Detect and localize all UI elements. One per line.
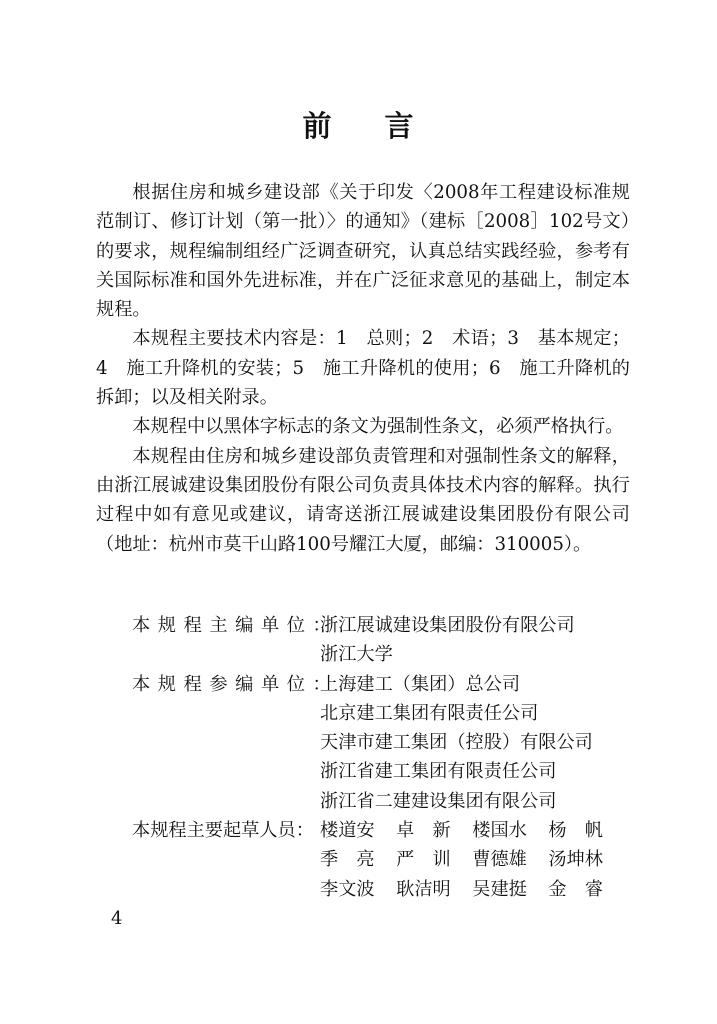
drafter-name: 汤坤林: [548, 849, 603, 871]
drafters-line: [320, 875, 603, 904]
chief-unit: 浙江大学: [320, 644, 393, 666]
title-char-right: 言: [384, 109, 415, 143]
drafters-line: [320, 816, 603, 845]
drafter-name: 楼道安: [320, 820, 375, 842]
drafter-name: 季 亮: [320, 849, 375, 871]
chief-units-values: [320, 611, 632, 670]
participating-unit: 浙江省二建建设集团有限公司: [320, 790, 557, 812]
chief-units-label: [132, 611, 339, 640]
drafters-line: [320, 845, 603, 874]
drafter-name: 曹德雄: [472, 849, 527, 871]
preface-body: [96, 178, 630, 559]
drafter-name: 耿洁明: [396, 878, 451, 900]
drafter-name: 李文波: [320, 878, 375, 900]
paragraph-mandatory: 本规程中以黑体字标志的条文为强制性条文，必须严格执行。: [132, 416, 624, 438]
page-title: [0, 104, 717, 145]
drafters-values: [320, 816, 632, 904]
chief-units-row: [132, 611, 632, 670]
participating-unit: 上海建工（集团）总公司: [320, 673, 521, 695]
drafter-name: 吴建挺: [472, 878, 527, 900]
participating-unit: 北京建工集团有限责任公司: [320, 702, 539, 724]
paragraph-management: 本规程由住房和城乡建设部负责管理和对强制性条文的解释，由浙江展诚建设集团股份有限公司负责具体技术内容的解释。执行过程中如有意见或建议，请寄送浙江展诚建设集团股份有限公司（地址：杭州市莫干山路100号耀江大厦，邮编：310005）。: [96, 445, 630, 555]
participating-units-label-text: 本规程参编单位：: [132, 673, 339, 695]
participating-units-row: [132, 670, 632, 816]
participating-units-label: [132, 670, 339, 699]
drafters-label: [132, 816, 320, 845]
title-char-left: 前: [302, 109, 333, 143]
drafters-label-text: 本规程主要起草人员：: [132, 820, 314, 842]
participating-unit: 天津市建工集团（控股）有限公司: [320, 732, 593, 754]
page-number: 4: [111, 908, 123, 929]
drafter-name: 严 训: [396, 849, 451, 871]
drafter-name: 杨 帆: [548, 820, 603, 842]
drafters-row: [132, 816, 632, 904]
chief-unit: 浙江展诚建设集团股份有限公司: [320, 615, 575, 636]
paragraph-contents: 本规程主要技术内容是：1 总则；2 术语；3 基本规定；4 施工升降机的安装；5 施工升降机的使用；6 施工升降机的拆卸；以及相关附录。: [96, 328, 630, 409]
paragraph-basis: 根据住房和城乡建设部《关于印发〈2008年工程建设标准规范制订、修订计划（第一批）〉的通知》（建标［2008］102号文）的要求，规程编制组经广泛调查研究，认真总结实践经验，参考有关国际标准和国外先进标准，并在广泛征求意见的基础上，制定本规程。: [96, 182, 630, 321]
chief-units-label-text: 本规程主编单位：: [132, 615, 339, 636]
drafter-name: 金 睿: [548, 878, 603, 900]
drafter-name: 卓 新: [396, 820, 451, 842]
drafter-name: 楼国水: [472, 820, 527, 842]
participating-units-values: [320, 670, 632, 816]
units-list: [132, 611, 632, 904]
participating-unit: 浙江省建工集团有限责任公司: [320, 761, 557, 783]
